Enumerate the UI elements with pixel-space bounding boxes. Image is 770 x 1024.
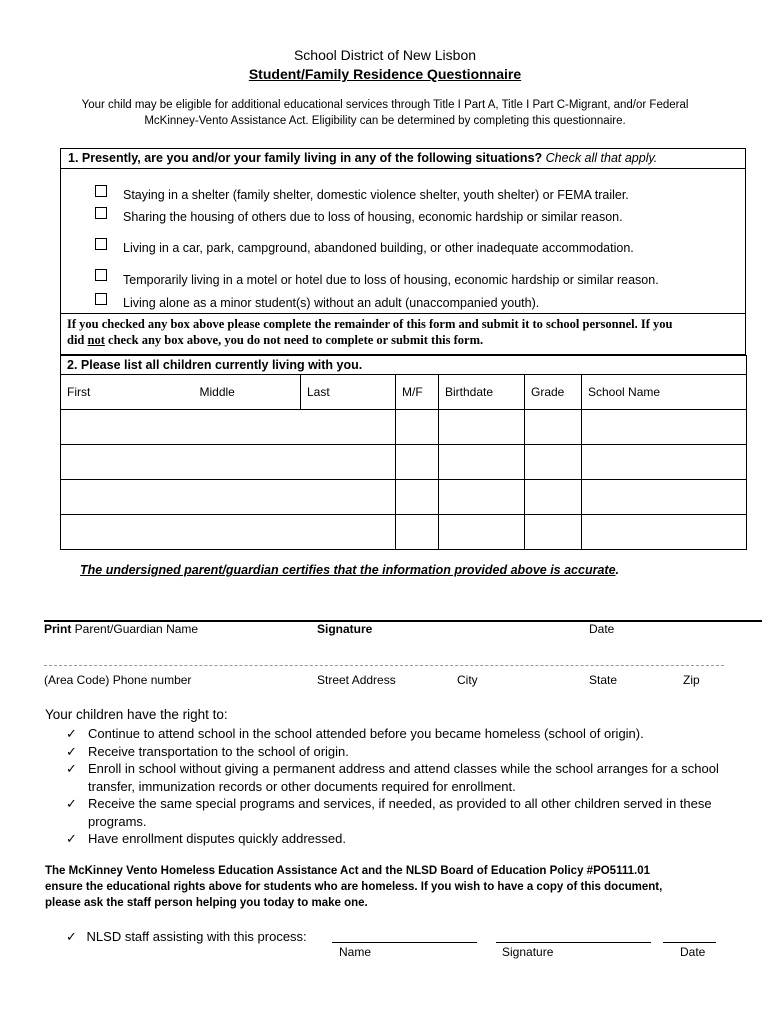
checkmark-icon: ✓ [66,761,77,776]
right-text: Receive the same special programs and services, if needed, as provided to all other children served in these programs. [88,796,712,829]
child-name-cell[interactable] [61,480,396,515]
staff-date-line[interactable] [663,942,716,943]
option-label: Staying in a shelter (family shelter, domestic violence shelter, youth shelter) or FEMA trailer. [123,188,629,202]
child-school-cell[interactable] [582,515,747,550]
intro-text [45,97,725,129]
checkmark-icon: ✓ [66,726,77,741]
child-school-cell[interactable] [582,410,747,445]
staff-signature-label: Signature [502,945,554,959]
child-birthdate-cell[interactable] [439,410,525,445]
table-row [61,445,747,480]
child-birthdate-cell[interactable] [439,515,525,550]
situations-section [60,148,746,355]
sharing-housing-checkbox[interactable] [95,207,107,219]
certify-period: . [615,563,620,577]
district-name: School District of New Lisbon [293,47,477,63]
child-name-cell[interactable] [61,410,396,445]
question-2: 2. Please list all children currently living with you. [61,356,747,375]
print-bold: Print [44,622,72,636]
list-item [66,760,726,795]
question-1-text: 1. Presently, are you and/or your family living in any of the following situations? [68,151,543,165]
col-mf: M/F [396,375,439,410]
col-middle: Middle [194,375,301,410]
city-label: City [457,673,478,687]
date-label: Date [589,622,615,636]
child-mf-cell[interactable] [396,515,439,550]
note-text: check any box above, you do not need to complete or submit this form. [104,333,484,347]
list-item [66,830,726,848]
child-mf-cell[interactable] [396,445,439,480]
intro-line-2: McKinney-Vento Assistance Act. Eligibility can be determined by completing this questionnaire. [144,115,626,127]
shelter-checkbox[interactable] [95,185,107,197]
form-title: Student/Family Residence Questionnaire [248,66,522,82]
rights-intro: Your children have the right to: [45,707,228,722]
table-row [61,480,747,515]
child-school-cell[interactable] [582,480,747,515]
child-mf-cell[interactable] [396,410,439,445]
list-item [66,725,726,743]
table-header-row [61,375,747,410]
child-grade-cell[interactable] [525,515,582,550]
checkmark-icon: ✓ [66,796,77,811]
children-table [60,355,747,550]
unaccompanied-youth-checkbox[interactable] [95,293,107,305]
motel-hotel-checkbox[interactable] [95,269,107,281]
col-first: First [61,375,194,410]
staff-row [66,929,307,945]
print-rest: Parent/Guardian Name [71,622,199,636]
note-not: not [87,333,105,347]
col-birthdate: Birthdate [439,375,525,410]
staff-signature-line[interactable] [496,942,651,943]
policy-statement [45,863,735,911]
child-mf-cell[interactable] [396,480,439,515]
staff-name-label: Name [339,945,372,959]
col-last: Last [301,375,396,410]
print-name-label [44,622,198,636]
right-text: Have enrollment disputes quickly addressed. [88,831,346,846]
instructions-note [61,313,745,356]
street-label: Street Address [317,673,396,687]
child-grade-cell[interactable] [525,410,582,445]
child-birthdate-cell[interactable] [439,445,525,480]
zip-label: Zip [683,673,700,687]
signature-line-2[interactable] [44,665,724,666]
rights-list [66,725,726,848]
policy-line-3: please ask the staff person helping you today to make one. [45,897,368,909]
note-line-1: If you checked any box above please complete the remainder of this form and submit it to school personnel. If you [67,317,673,331]
checkmark-icon: ✓ [66,929,77,944]
option-label: Sharing the housing of others due to loss of housing, economic hardship or similar reason. [123,210,623,224]
intro-line-1: Your child may be eligible for additional educational services through Title I Part A, Title I Part C-Migrant, and/or Federal [81,99,689,111]
right-text: Receive transportation to the school of origin. [88,743,349,759]
col-school-name: School Name [582,375,747,410]
checkmark-icon: ✓ [66,831,77,846]
staff-label: NLSD staff assisting with this process: [86,929,307,944]
option-label: Temporarily living in a motel or hotel due to loss of housing, economic hardship or similar reason. [123,273,659,287]
child-birthdate-cell[interactable] [439,480,525,515]
option-label: Living in a car, park, campground, abandoned building, or other inadequate accommodation. [123,241,634,255]
child-grade-cell[interactable] [525,445,582,480]
child-grade-cell[interactable] [525,480,582,515]
table-row [61,410,747,445]
child-name-cell[interactable] [61,445,396,480]
list-item [66,743,726,761]
list-item [66,795,726,830]
phone-label: (Area Code) Phone number [44,673,192,687]
option-label: Living alone as a minor student(s) without an adult (unaccompanied youth). [123,296,540,310]
question-1 [61,149,745,169]
policy-line-2: ensure the educational rights above for students who are homeless. If you wish to have a copy of this document, [45,881,663,893]
right-text: Enroll in school without giving a permanent address and attend classes while the school arranges for a school transfer, immunization records or other documents required for enrollment. [88,761,719,794]
question-1-instruction: Check all that apply. [545,151,658,165]
checkmark-icon: ✓ [66,743,77,759]
certify-text: The undersigned parent/guardian certifies that the information provided above is accurate [80,563,616,577]
inadequate-accommodation-checkbox[interactable] [95,238,107,250]
staff-name-line[interactable] [332,942,477,943]
certification-statement [80,563,619,577]
note-text: did [67,333,88,347]
staff-date-label: Date [680,945,706,959]
table-row [61,515,747,550]
right-text: Continue to attend school in the school attended before you became homeless (school of origin). [88,726,644,741]
child-school-cell[interactable] [582,445,747,480]
state-label: State [589,673,618,687]
child-name-cell[interactable] [61,515,396,550]
note-line-2 [67,332,739,348]
col-grade: Grade [525,375,582,410]
policy-line-1: The McKinney Vento Homeless Education Assistance Act and the NLSD Board of Education Policy #PO5111.01 [45,865,650,877]
signature-label: Signature [317,622,373,636]
